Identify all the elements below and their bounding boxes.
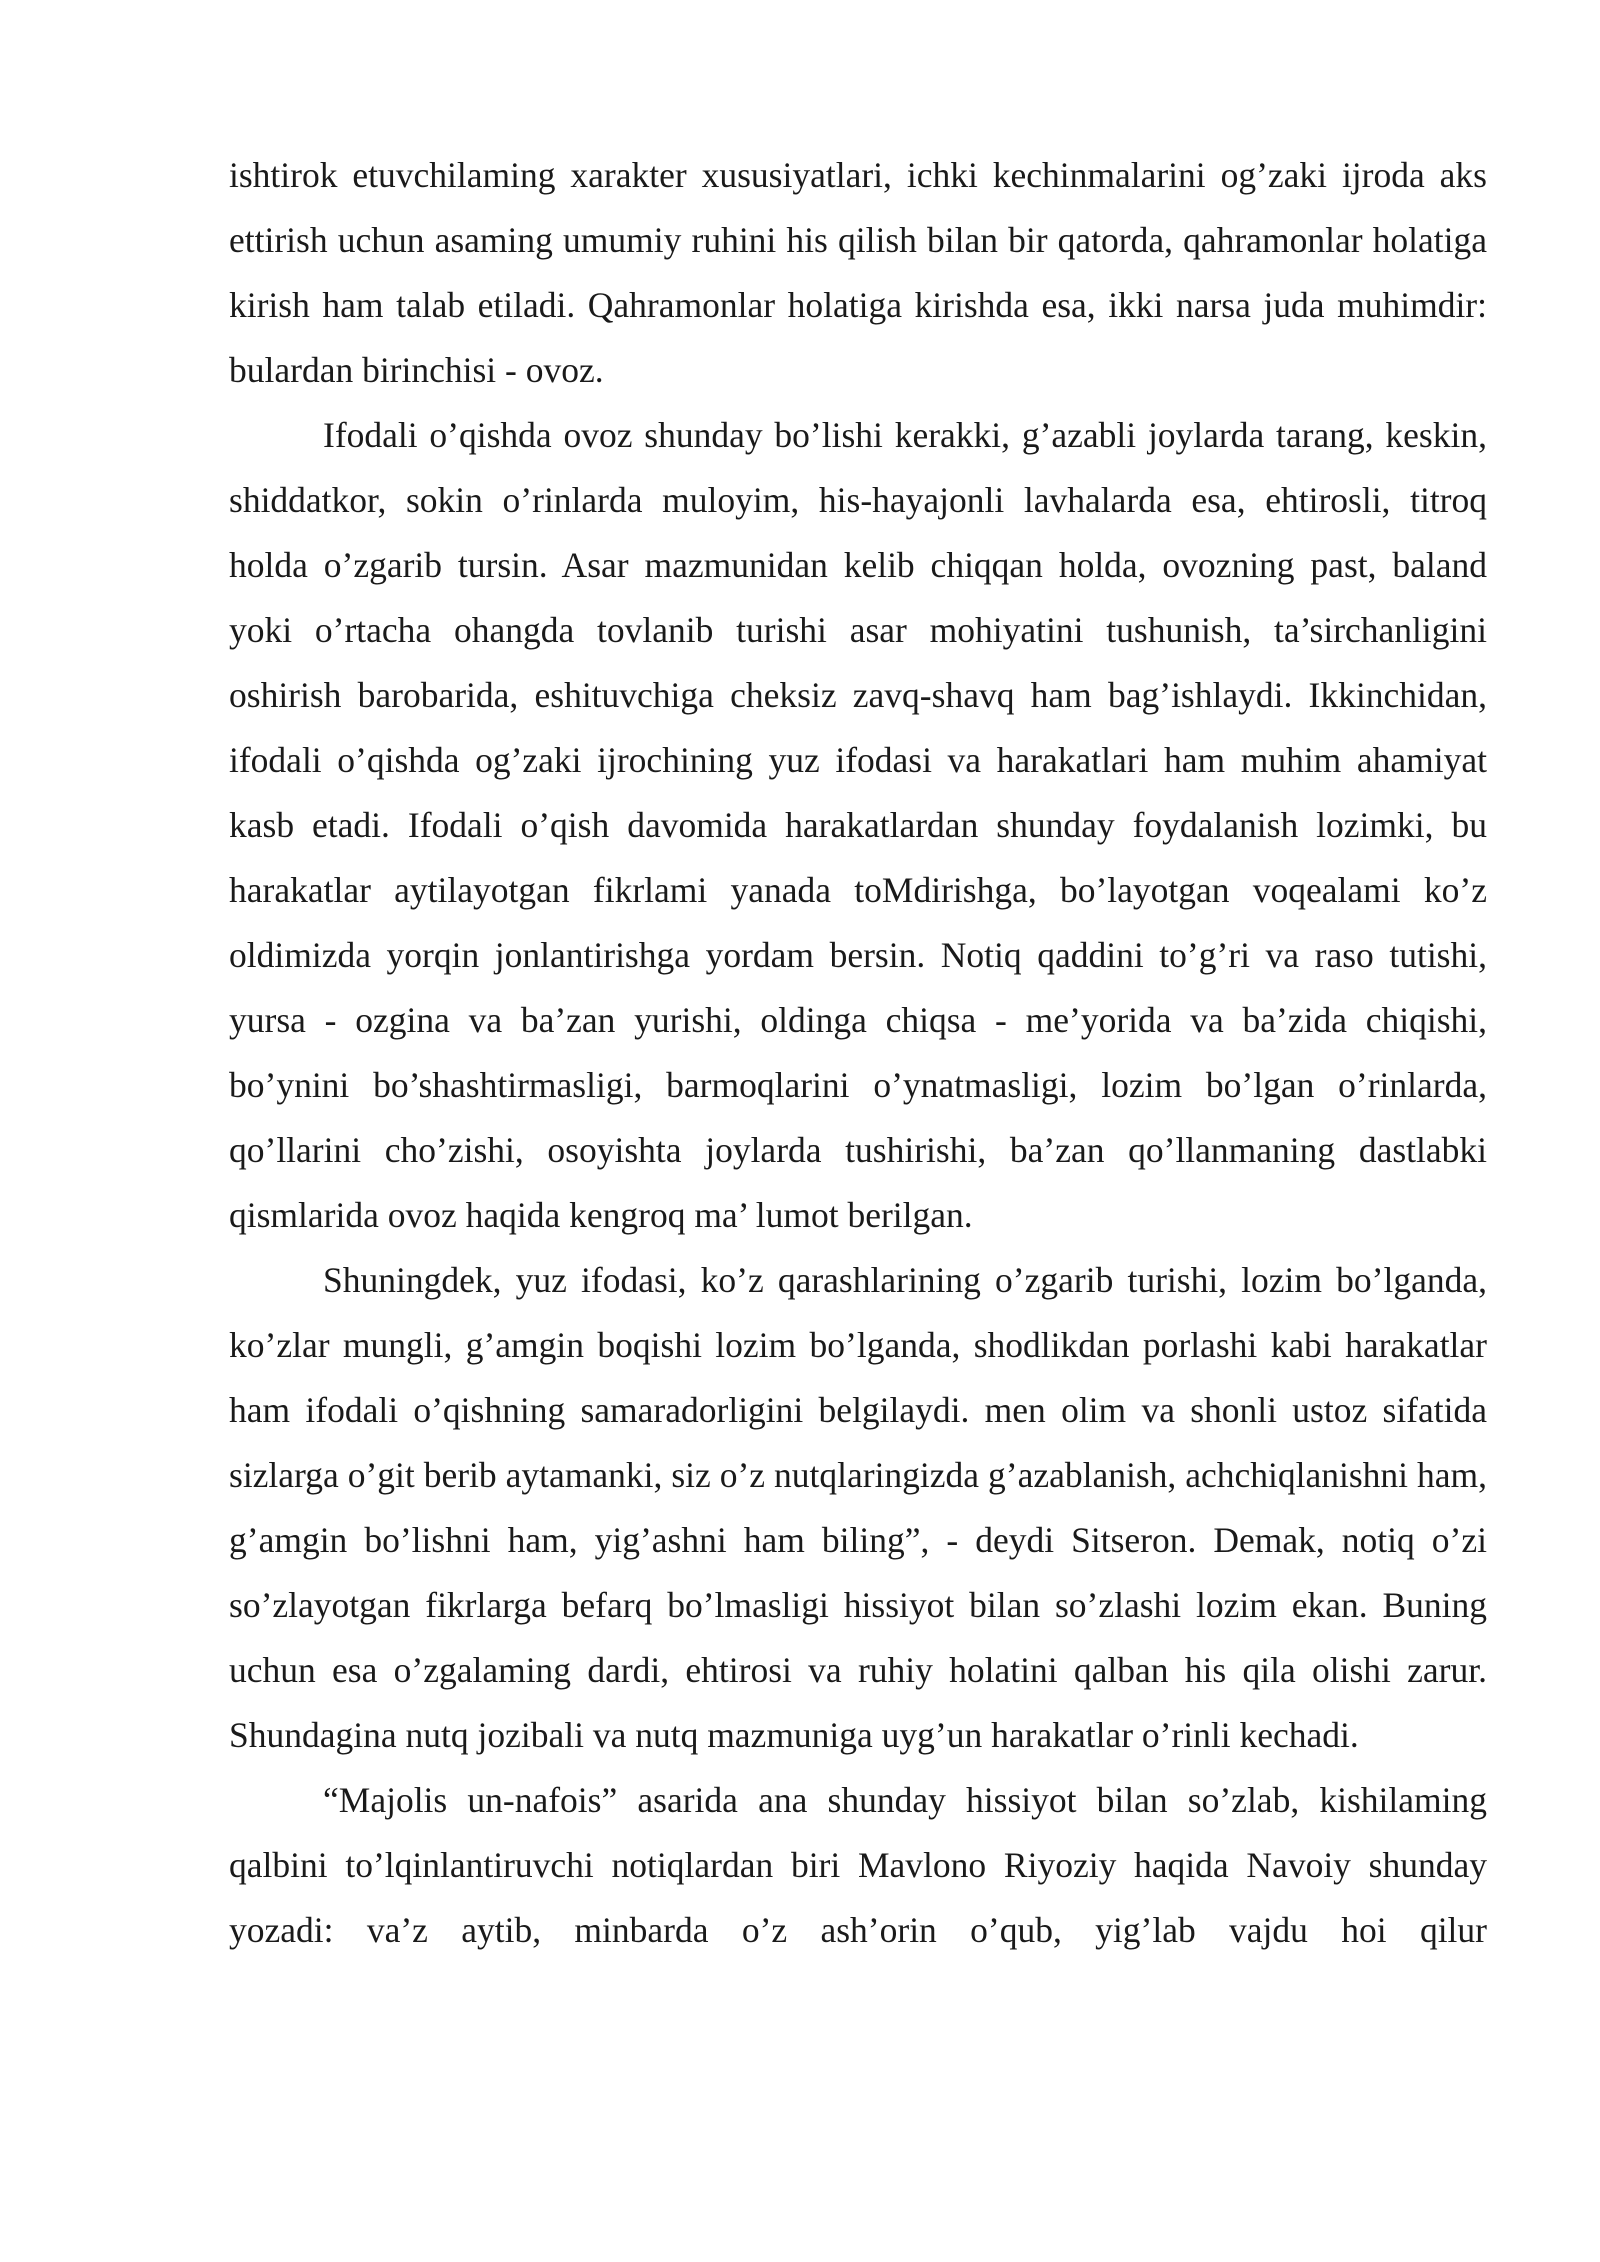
paragraph-3: Shuningdek, yuz ifodasi, ko’z qarashlarining o’zgarib turishi, lozim bo’lganda, ko’zlar mungli, g’amgin boqishi lozim bo’lganda, shodlikdan porlashi kabi harakatlar ham ifodali o’qishning samaradorligini belgilaydi. men olim va shonli ustoz sifatida sizlarga o’git berib aytamanki, siz o’z nutqlaringizda g’azablanish, achchiqlanishni ham, g’amgin bo’lishni ham, yig’ashni ham biling”, - deydi Sitseron. Demak, notiq o’zi so’zlayotgan fikrlarga befarq bo’lmasligi hissiyot bilan so’zlashi lozim ekan. Buning uchun esa o’zgalaming dardi, ehtirosi va ruhiy holatini qalban his qila olishi zarur. Shundagina nutq jozibali va nutq mazmuniga uyg’un harakatlar o’rinli kechadi. xyxy=(229,1260,1487,1755)
paragraph-1: ishtirok etuvchilaming xarakter xususiyatlari, ichki kechinmalarini og’zaki ijroda aks ettirish uchun asaming umumiy ruhini his qilish bilan bir qatorda, qahramonlar holatiga kirish ham talab etiladi. Qahramonlar holatiga kirishda esa, ikki narsa juda muhimdir: bulardan birinchisi - ovoz. xyxy=(229,155,1487,390)
paragraph-2: Ifodali o’qishda ovoz shunday bo’lishi kerakki, g’azabli joylarda tarang, keskin, shiddatkor, sokin o’rinlarda muloyim, his-hayajonli lavhalarda esa, ehtirosli, titroq holda o’zgarib tursin. Asar mazmunidan kelib chiqqan holda, ovozning past, baland yoki o’rtacha ohangda tovlanib turishi asar mohiyatini tushunish, ta’sirchanligini oshirish barobarida, eshituvchiga cheksiz zavq-shavq ham bag’ishlaydi. Ikkinchidan, ifodali o’qishda og’zaki ijrochining yuz ifodasi va harakatlari ham muhim ahamiyat kasb etadi. Ifodali o’qish davomida harakatlardan shunday foydalanish lozimki, bu harakatlar aytilayotgan fikrlami yanada toMdirishga, bo’layotgan voqealami ko’z oldimizda yorqin jonlantirishga yordam bersin. Notiq qaddini to’g’ri va raso tutishi, yursa - ozgina va ba’zan yurishi, oldinga chiqsa - me’yorida va ba’zida chiqishi, bo’ynini bo’shashtirmasligi, barmoqlarini o’ynatmasligi, lozim bo’lgan o’rinlarda, qo’llarini cho’zishi, osoyishta joylarda tushirishi, ba’zan qo’llanmaning dastlabki qismlarida ovoz haqida kengroq ma’ lumot berilgan. xyxy=(229,415,1487,1235)
paragraph-4: “Majolis un-nafois” asarida ana shunday hissiyot bilan so’zlab, kishilaming qalbini to’lqinlantiruvchi notiqlardan biri Mavlono Riyoziy haqida Navoiy shunday yozadi: va’z aytib, minbarda o’z ash’orin o’qub, yig’lab vajdu hoi qilur xyxy=(229,1780,1487,1950)
document-page xyxy=(229,143,1487,1963)
